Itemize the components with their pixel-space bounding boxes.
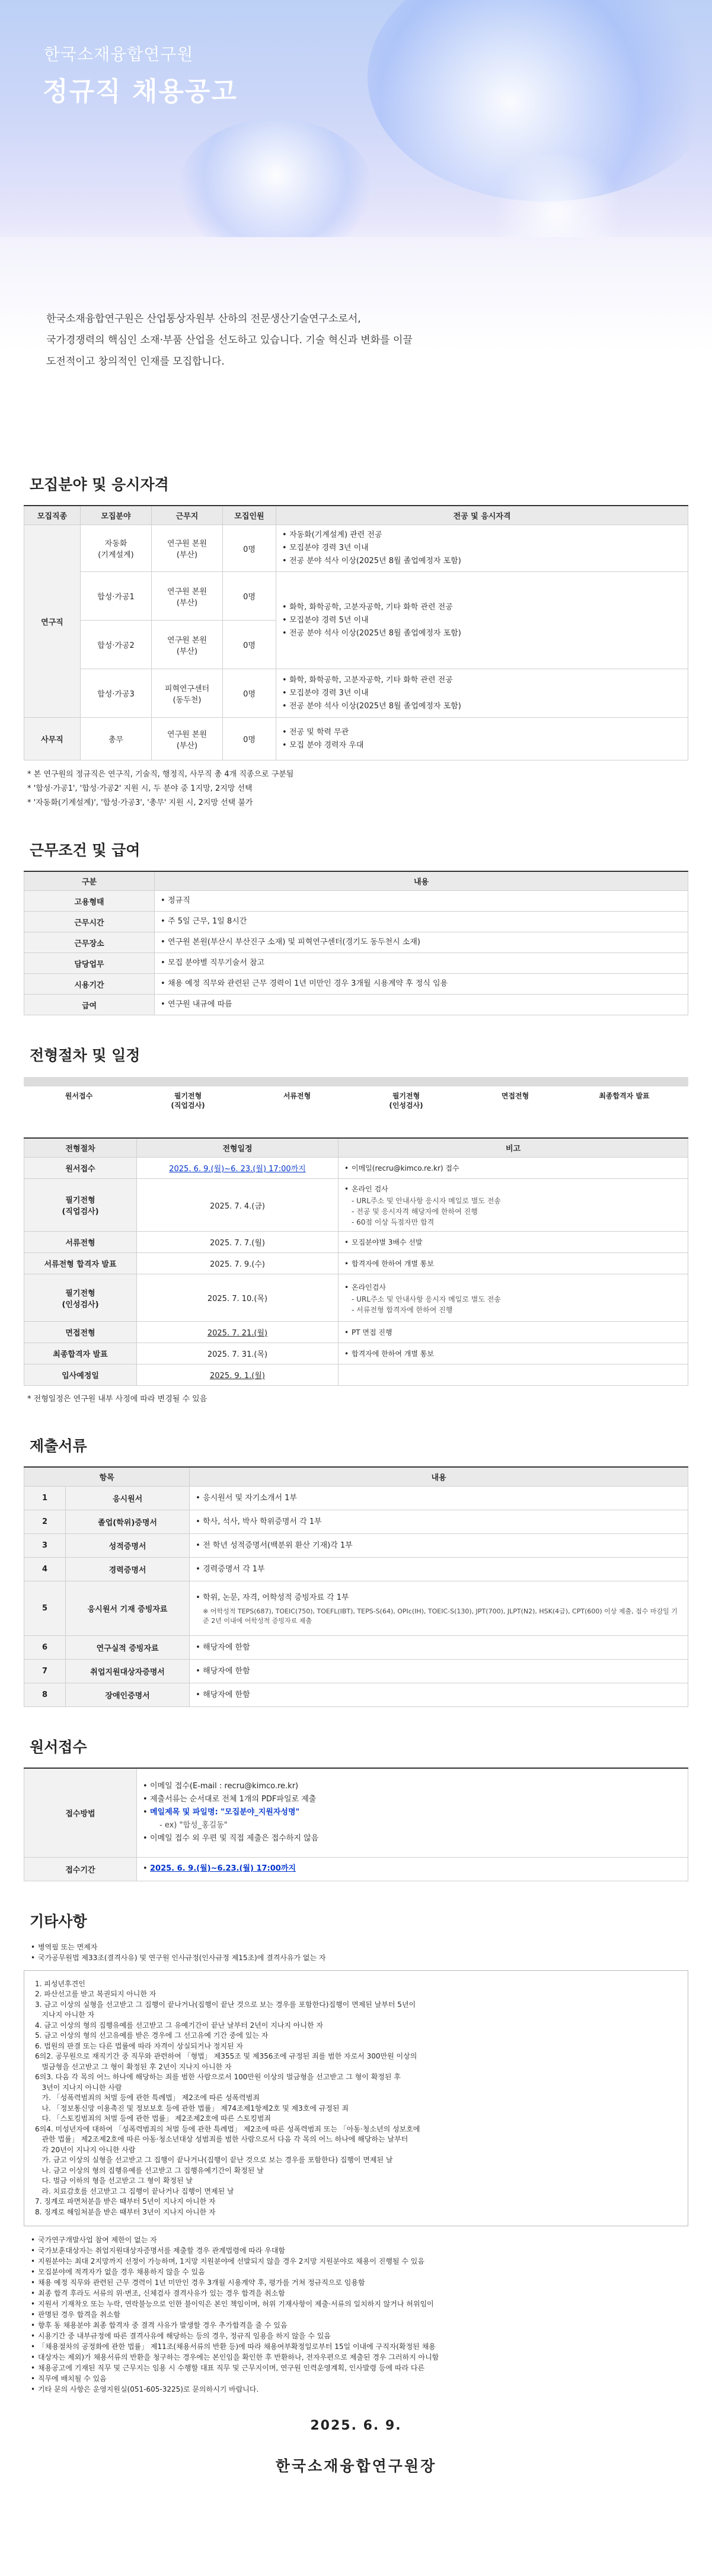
step-label: 서류전형 — [283, 1092, 311, 1100]
qual-item: • 전공 분야 석사 이상(2025년 8월 졸업예정자 포함) — [281, 700, 683, 713]
doc-number: 6 — [24, 1636, 66, 1660]
condition-text: • 모집 분야별 직무기술서 참고 — [159, 957, 683, 970]
condition-key: 담당업무 — [24, 953, 155, 974]
note-subitem: - 60점 이상 득점자만 합격 — [352, 1218, 435, 1226]
etc-item: • 국가공무원법 제33조(결격사유) 및 연구원 인사규정(인사규정 제15조)에 결격사유가 없는 자 — [30, 1952, 688, 1963]
apply-period — [142, 1862, 683, 1875]
note-item: • 합격자에 한하여 개별 통보 — [343, 1257, 683, 1270]
note-cell — [339, 1158, 688, 1179]
etc-item: • 최종 합격 후라도 서류의 위·변조, 신체검사 결격사유가 있는 경우 합격을 취소함 — [30, 2288, 688, 2299]
note-line: * 본 연구원의 정규직은 연구직, 기술직, 행정직, 사무직 총 4개 직종으로 구분됨 — [27, 770, 294, 779]
note-line: * '자동화(기계설계)', '합성·가공3', '총무' 지원 시, 2지망 선택 불가 — [27, 798, 253, 807]
docs-section — [0, 1434, 712, 1707]
doc-row — [24, 1636, 688, 1660]
date-cell — [137, 1343, 339, 1364]
note-subitem: - URL주소 및 안내사항 응시자 메일로 별도 전송 — [352, 1197, 501, 1205]
etc-bottom-list — [24, 2235, 688, 2395]
apply-section — [0, 1736, 712, 1881]
step-label: 필기전형 (인성검사) — [389, 1092, 423, 1110]
note-item: • 온라인 검사 — [343, 1182, 683, 1196]
etc-section — [0, 1910, 712, 2395]
disqualification-box — [24, 1970, 688, 2227]
doc-content — [190, 1534, 688, 1558]
section-title: 전형절차 및 일정 — [30, 1047, 141, 1064]
apply-line — [142, 1806, 683, 1819]
doc-content — [190, 1660, 688, 1683]
disqualification-line: 지나지 아니한 자 — [35, 2011, 95, 2019]
condition-value — [155, 995, 688, 1015]
date-text: 2025. 9. 1.(월) — [210, 1372, 265, 1380]
doc-items — [194, 1665, 683, 1678]
disqualification-line: 2. 파산선고를 받고 복권되지 아니한 자 — [35, 1990, 157, 1998]
steps-bar — [24, 1077, 688, 1086]
doc-row — [24, 1683, 688, 1707]
stage-cell: 필기전형 (인성검사) — [24, 1274, 137, 1322]
schedule-row — [24, 1364, 688, 1386]
doc-number: 5 — [24, 1581, 66, 1636]
qual-item: • 모집분야 경력 5년 이내 — [281, 614, 683, 627]
etc-item: • 직무에 배치될 수 있음 — [30, 2373, 688, 2384]
process-note: * 전형일정은 연구원 내부 사정에 따라 변경될 수 있음 — [27, 1395, 207, 1404]
col-header: 모집분야 — [81, 506, 152, 525]
stage-cell: 최종합격자 발표 — [24, 1343, 137, 1364]
condition-key: 시용기간 — [24, 974, 155, 995]
etc-item: • 국가보훈대상자는 취업지원대상자증명서를 제출할 경우 관계법령에 따라 우대함 — [30, 2245, 688, 2256]
etc-item: • 지원분야는 최대 2지망까지 선정이 가능하며, 1지망 지원분야에 선발되지 않을 경우 2지망 지원분야로 채용이 진행될 수 있음 — [30, 2256, 688, 2267]
col-header: 전공 및 응시자격 — [276, 506, 688, 525]
note-list — [343, 1162, 683, 1175]
note-list — [343, 1236, 683, 1249]
apply-period-cell — [137, 1857, 688, 1881]
place-cell: 연구원 본원 (부산) — [152, 572, 223, 621]
disqualification-line: 6. 법원의 판결 또는 다른 법률에 따라 자격이 상실되거나 정지된 자 — [35, 2041, 243, 2050]
col-header: 근무지 — [152, 506, 223, 525]
stage-cell: 면접전형 — [24, 1322, 137, 1343]
hero-org-name: 한국소재융합연구원 — [44, 44, 194, 64]
etc-item: • 판명된 경우 합격을 취소함 — [30, 2309, 688, 2320]
note-cell — [339, 1343, 688, 1364]
date-cell — [137, 1232, 339, 1253]
field-cell: 합성·가공3 — [81, 669, 152, 718]
doc-number: 1 — [24, 1487, 66, 1510]
count-cell: 0명 — [223, 621, 276, 669]
date-cell — [137, 1364, 339, 1386]
doc-content — [190, 1636, 688, 1660]
disqualification-line: 6의2. 공무원으로 재직기간 중 직무와 관련하여 「형법」 제355조 및 제356조에 규정된 죄를 범한 자로서 300만원 이상의 — [35, 2052, 417, 2060]
disqualification-line: 5. 금고 이상의 형의 선고유예를 받은 경우에 그 선고유예 기간 중에 있는 자 — [35, 2031, 269, 2040]
date-cell — [137, 1253, 339, 1274]
etc-item: • 「채용절차의 공정화에 관한 법률」 제11조(채용서류의 반환 등)에 따라 채용여부확정일로부터 15일 이내에 구직자(확정된 채용 — [30, 2341, 688, 2352]
section-title: 모집분야 및 응시자격 — [30, 476, 169, 493]
col-header: 모집인원 — [223, 506, 276, 525]
intro-text — [0, 237, 712, 445]
condition-text: • 채용 예정 직무와 관련된 근무 경력이 1년 미만인 경우 3개월 시용계약 후 정식 임용 — [159, 977, 683, 990]
recruit-section — [0, 473, 712, 810]
doc-content — [190, 1487, 688, 1510]
condition-value — [155, 953, 688, 974]
doc-number: 7 — [24, 1660, 66, 1683]
note-cell — [339, 1322, 688, 1343]
intro-line: 도전적이고 창의적인 인재를 모집합니다. — [46, 356, 225, 367]
apply-line: • 이메일 접수 외 우편 및 직접 제출은 접수하지 않음 — [142, 1832, 683, 1845]
schedule-row — [24, 1343, 688, 1364]
announce-date: 2025. 6. 9. — [310, 2418, 402, 2433]
stage-cell: 서류전형 합격자 발표 — [24, 1253, 137, 1274]
doc-row — [24, 1487, 688, 1510]
disqualification-line: 3년이 지나지 아니한 사람 — [35, 2083, 122, 2092]
date-cell — [137, 1322, 339, 1343]
count-cell: 0명 — [223, 525, 276, 572]
note-cell — [339, 1253, 688, 1274]
note-sublist — [352, 1294, 683, 1315]
apply-line: - ex) "합성_홍길동" — [159, 1821, 228, 1830]
note-item: • PT 면접 진행 — [343, 1326, 683, 1339]
disqualification-line: 나. 「정보통신망 이용촉진 및 정보보호 등에 관한 법률」 제74조제1항제2호 및 제3호에 규정된 죄 — [35, 2104, 349, 2112]
doc-name: 장애인증명서 — [66, 1683, 190, 1707]
note-cell — [339, 1232, 688, 1253]
doc-name: 연구실적 증빙자료 — [66, 1636, 190, 1660]
col-header: 내용 — [155, 871, 688, 891]
stage-cell: 서류전형 — [24, 1232, 137, 1253]
place-cell: 연구원 본원 (부산) — [152, 621, 223, 669]
apply-method-cell — [137, 1768, 688, 1857]
apply-line: • 제출서류는 순서대로 전체 1개의 PDF파일로 제출 — [142, 1793, 683, 1806]
announce-org: 한국소재융합연구원장 — [275, 2457, 437, 2475]
condition-text: • 정규직 — [159, 894, 683, 907]
doc-name: 응시원서 — [66, 1487, 190, 1510]
doc-items — [194, 1563, 683, 1576]
disqualification-line: 6의4. 미성년자에 대하여 「성폭력범죄의 처벌 등에 관한 특례법」 제2조에 따른 성폭력범죄 또는 「아동·청소년의 성보호에 — [35, 2124, 420, 2133]
disqualification-line: 1. 피성년후견인 — [35, 1979, 85, 1988]
field-cell: 자동화 (기계설계) — [81, 525, 152, 572]
category-cell: 연구직 — [24, 525, 81, 718]
section-title: 기타사항 — [30, 1912, 87, 1930]
apply-email-line: • 이메일 접수(E-mail : recru@kimco.re.kr) — [142, 1780, 683, 1793]
quals-cell — [276, 572, 688, 669]
date-text: 2025. 7. 31.(목) — [207, 1350, 268, 1359]
doc-item: • 전 학년 성적증명서(백분위 환산 기재)각 1부 — [194, 1539, 683, 1552]
col-header: 내용 — [190, 1467, 688, 1487]
step-label: 최종합격자 발표 — [599, 1092, 650, 1100]
doc-item: • 학사, 석사, 박사 학위증명서 각 1부 — [194, 1516, 683, 1529]
doc-row — [24, 1534, 688, 1558]
section-title: 제출서류 — [30, 1437, 87, 1455]
etc-item: • 기타 문의 사항은 운영지원실(051-605-3225)로 문의하시기 바랍니다. — [30, 2384, 688, 2395]
qual-item: • 전공 및 학력 무관 — [281, 726, 683, 739]
condition-text: • 연구원 본원(부산시 부산진구 소재) 및 피혁연구센터(경기도 동두천시 소재) — [159, 936, 683, 949]
etc-item: • 병역필 또는 면제자 — [30, 1942, 688, 1952]
step-label: 원서접수 — [65, 1092, 93, 1100]
quals-cell — [276, 718, 688, 760]
note-sublist — [352, 1196, 683, 1228]
disqualification-line: 관한 법률」 제2조제2호에 따른 아동·청소년대상 성범죄를 범한 사람으로서 다음 각 목의 어느 하나에 해당하는 날부터 — [35, 2135, 408, 2143]
etc-item: • 채용공고에 기재된 직무 및 근무지는 임용 시 수행할 대표 직무 및 근무지이며, 연구원 인력운영계획, 인사발령 등에 따라 다른 — [30, 2363, 688, 2373]
section-title: 근무조건 및 급여 — [30, 842, 141, 859]
condition-text: • 연구원 내규에 따름 — [159, 998, 683, 1011]
disqualification-line: 나. 금고 이상의 형의 집행유예를 선고받고 그 집행유예기간이 확정된 날 — [35, 2166, 264, 2175]
condition-value — [155, 891, 688, 912]
schedule-row — [24, 1158, 688, 1179]
count-cell: 0명 — [223, 669, 276, 718]
qual-item: • 전공 분야 석사 이상(2025년 8월 졸업예정자 포함) — [281, 555, 683, 568]
place-cell: 연구원 본원 (부산) — [152, 525, 223, 572]
etc-item: • 모집분야에 적격자가 없을 경우 채용하지 않을 수 있음 — [30, 2267, 688, 2277]
disqualification-line: 각 20년이 지나지 아니한 사람 — [35, 2145, 136, 2154]
col-header: 전형일정 — [137, 1138, 339, 1158]
qual-item: • 모집분야 경력 3년 이내 — [281, 687, 683, 700]
condition-key: 고용형태 — [24, 891, 155, 912]
note-subitem: - 서류전형 합격자에 한하여 진행 — [352, 1305, 453, 1314]
doc-content — [190, 1558, 688, 1581]
doc-item: • 학위, 논문, 자격, 어학성적 증빙자료 각 1부 — [194, 1591, 683, 1605]
note-item: • 합격자에 한하여 개별 통보 — [343, 1347, 683, 1360]
disqualification-line: 벌금형을 선고받고 그 형이 확정된 후 2년이 지나지 아니한 자 — [35, 2062, 232, 2071]
apply-line-text: 메일제목 및 파일명: "모집분야_지원자성명" — [150, 1808, 300, 1817]
date-text: 2025. 6. 9.(월)~6. 23.(월) 17:00까지 — [169, 1165, 306, 1174]
etc-item: • 채용 예정 직무와 관련된 근무 경력이 1년 미만인 경우 3개월 시용계약 후, 평가를 거쳐 정규직으로 임용함 — [30, 2277, 688, 2288]
note-subitem: - URL주소 및 안내사항 응시자 메일로 별도 전송 — [352, 1295, 501, 1303]
qual-item: • 화학, 화학공학, 고분자공학, 기타 화학 관련 전공 — [281, 601, 683, 614]
disqualification-line: 3. 금고 이상의 실형을 선고받고 그 집행이 끝나거나(집행이 끝난 것으로 보는 경우를 포함한다)집행이 면제된 날부터 5년이 — [35, 2000, 416, 2009]
condition-key: 근무시간 — [24, 912, 155, 932]
recruit-table — [24, 505, 688, 760]
doc-item: • 해당자에 한함 — [194, 1689, 683, 1702]
date-cell — [137, 1179, 339, 1232]
etc-item: • 대상자는 제외)가 채용서류의 반환을 청구하는 경우에는 본인임을 확인한 후 반환하나, 전자우편으로 제출된 경우 그러하지 아니함 — [30, 2352, 688, 2363]
schedule-row — [24, 1232, 688, 1253]
step-label: 면접전형 — [501, 1092, 529, 1100]
doc-name: 졸업(학위)증명서 — [66, 1510, 190, 1534]
doc-items — [194, 1516, 683, 1529]
doc-small-note: ※ 어학성적 TEPS(687), TOEIC(750), TOEFL(IBT), TEPS-S(64), OPIc(IH), TOEIC-S(130), JPT(700), JLPT(N2), HSK(4급), CPT(600) 이상 제출, 접수 마감일 기준 2년 이내에 어학성적 증빙자료 제출 — [203, 1607, 678, 1625]
signature-block — [0, 2418, 712, 2476]
conditions-section — [0, 839, 712, 1015]
condition-key: 근무장소 — [24, 932, 155, 953]
doc-content — [190, 1581, 688, 1636]
date-cell — [137, 1158, 339, 1179]
count-cell: 0명 — [223, 572, 276, 621]
stage-cell: 필기전형 (직업검사) — [24, 1179, 137, 1232]
note-list — [343, 1182, 683, 1196]
doc-content — [190, 1683, 688, 1707]
doc-items — [194, 1492, 683, 1505]
note-list — [343, 1281, 683, 1294]
qual-item: • 자동화(기계설계) 관련 전공 — [281, 529, 683, 542]
date-text: 2025. 7. 7.(월) — [210, 1239, 265, 1248]
field-cell: 합성·가공1 — [81, 572, 152, 621]
doc-number: 8 — [24, 1683, 66, 1707]
schedule-row — [24, 1179, 688, 1232]
apply-table — [24, 1768, 688, 1881]
note-list — [343, 1347, 683, 1360]
doc-row — [24, 1581, 688, 1636]
etc-item: • 향후 동 채용분야 최종 합격자 중 결격 사유가 발생할 경우 추가합격을 줄 수 있음 — [30, 2320, 688, 2331]
doc-number: 4 — [24, 1558, 66, 1581]
condition-value — [155, 912, 688, 932]
doc-name: 성적증명서 — [66, 1534, 190, 1558]
condition-text: • 주 5일 근무, 1일 8시간 — [159, 915, 683, 928]
quals-cell — [276, 525, 688, 572]
schedule-row — [24, 1274, 688, 1322]
qual-item: • 화학, 화학공학, 고분자공학, 기타 화학 관련 전공 — [281, 674, 683, 687]
condition-value — [155, 974, 688, 995]
intro-line: 한국소재융합연구원은 산업통상자원부 산하의 전문생산기술연구소로서, — [46, 313, 361, 325]
note-list — [343, 1326, 683, 1339]
apply-period-text: 2025. 6. 9.(월)~6.23.(월) 17:00까지 — [150, 1864, 296, 1873]
hero-title: 정규직 채용공고 — [43, 76, 238, 107]
stage-cell: 입사예정일 — [24, 1364, 137, 1386]
date-text: 2025. 7. 9.(수) — [210, 1260, 265, 1269]
intro-line: 국가경쟁력의 핵심인 소재·부품 산업을 선도하고 있습니다. 기술 혁신과 변화를 이끌 — [46, 334, 413, 346]
disqualification-line: 6의3. 다음 각 목의 어느 하나에 해당하는 죄를 범한 사람으로서 100만원 이상의 벌금형을 선고받고 그 형이 확정된 후 — [35, 2073, 401, 2081]
note-item: • 온라인검사 — [343, 1281, 683, 1294]
doc-item: • 경력증명서 각 1부 — [194, 1563, 683, 1576]
schedule-table — [24, 1137, 688, 1386]
doc-row — [24, 1510, 688, 1534]
note-item: • 이메일(recru@kimco.re.kr) 접수 — [343, 1162, 683, 1175]
etc-item: • 국가연구개발사업 참여 제한이 없는 자 — [30, 2235, 688, 2245]
schedule-row — [24, 1322, 688, 1343]
note-cell — [339, 1364, 688, 1386]
etc-item: • 지원서 기재착오 또는 누락, 연락불능으로 인한 불이익은 본인 책임이며, 허위 기재사항이 제출·서류의 일치하지 않거나 허위임이 — [30, 2299, 688, 2309]
etc-item: • 시용기간 중 내부규정에 따른 결격사유에 해당하는 등의 경우, 정규직 임용을 하지 않을 수 있음 — [30, 2331, 688, 2341]
place-cell: 피혁연구센터 (동두천) — [152, 669, 223, 718]
etc-top-list — [24, 1942, 688, 1963]
apply-method-label: 접수방법 — [24, 1768, 137, 1857]
note-list — [343, 1257, 683, 1270]
doc-content — [190, 1510, 688, 1534]
note-cell — [339, 1179, 688, 1232]
count-cell: 0명 — [223, 718, 276, 760]
disqualification-line: 가. 금고 이상의 실형을 선고받고 그 집행이 끝나거나(집행이 끝난 것으로 보는 경우를 포함한다) 집행이 면제된 날 — [35, 2156, 393, 2164]
doc-name: 경력증명서 — [66, 1558, 190, 1581]
doc-row — [24, 1558, 688, 1581]
disqualification-line: 다. 벌금 이하의 형을 선고받고 그 형이 확정된 날 — [35, 2177, 193, 2185]
doc-items — [194, 1539, 683, 1552]
docs-table — [24, 1466, 688, 1707]
doc-number: 2 — [24, 1510, 66, 1534]
doc-items — [194, 1689, 683, 1702]
qual-item: • 모집분야 경력 3년 이내 — [281, 542, 683, 555]
doc-name: 취업지원대상자증명서 — [66, 1660, 190, 1683]
doc-number: 3 — [24, 1534, 66, 1558]
stage-cell: 원서접수 — [24, 1158, 137, 1179]
process-section — [0, 1044, 712, 1406]
doc-name: 응시원서 기재 증빙자료 — [66, 1581, 190, 1636]
disqualification-line: 가. 「성폭력범죄의 처벌 등에 관한 특례법」 제2조에 따른 성폭력범죄 — [35, 2094, 260, 2102]
note-cell — [339, 1274, 688, 1322]
disqualification-line: 다. 「스토킹범죄의 처벌 등에 관한 법률」 제2조제2호에 따른 스토킹범죄 — [35, 2114, 272, 2123]
date-cell — [137, 1274, 339, 1322]
doc-items — [194, 1591, 683, 1605]
quals-cell — [276, 669, 688, 718]
section-title: 원서접수 — [30, 1738, 87, 1756]
disqualification-line: 4. 금고 이상의 형의 집행유예를 선고받고 그 유예기간이 끝난 날부터 2년이 지나지 아니한 자 — [35, 2021, 323, 2030]
note-line: * '합성·가공1', '합성·가공2' 지원 시, 두 분야 중 1지망, 2지망 선택 — [27, 784, 253, 793]
field-cell: 합성·가공2 — [81, 621, 152, 669]
qual-item: • 모집 분야 경력자 우대 — [281, 739, 683, 752]
col-header: 항목 — [24, 1467, 190, 1487]
doc-row — [24, 1660, 688, 1683]
disqualification-line: 8. 징계로 해임처분을 받은 때부터 3년이 지나지 아니한 자 — [35, 2207, 216, 2216]
col-header: 모집직종 — [24, 506, 81, 525]
condition-value — [155, 932, 688, 953]
place-cell: 연구원 본원 (부산) — [152, 718, 223, 760]
doc-item: • 응시원서 및 자기소개서 1부 — [194, 1492, 683, 1505]
col-header: 비고 — [339, 1138, 688, 1158]
note-subitem: - 전공 및 응시자격 해당자에 한하여 진행 — [352, 1207, 478, 1216]
apply-period-label: 접수기간 — [24, 1857, 137, 1881]
schedule-row — [24, 1253, 688, 1274]
doc-item: • 해당자에 한함 — [194, 1665, 683, 1678]
qual-item: • 전공 분야 석사 이상(2025년 8월 졸업예정자 포함) — [281, 627, 683, 640]
date-text: 2025. 7. 21.(월) — [207, 1329, 268, 1338]
doc-items — [194, 1641, 683, 1654]
date-text: 2025. 7. 4.(금) — [210, 1201, 265, 1211]
col-header: 전형절차 — [24, 1138, 137, 1158]
step-label: 필기전형 (직업검사) — [171, 1092, 205, 1110]
disqualification-line: 7. 징계로 파면처분을 받은 때부터 5년이 지나지 아니한 자 — [35, 2197, 216, 2206]
process-steps — [24, 1076, 688, 1123]
col-header: 구분 — [24, 871, 155, 891]
disqualification-line: 라. 치료감호를 선고받고 그 집행이 끝나거나 집행이 면제된 날 — [35, 2187, 234, 2195]
field-cell: 총무 — [81, 718, 152, 760]
category-cell: 사무직 — [24, 718, 81, 760]
date-text: 2025. 7. 10.(목) — [207, 1295, 268, 1303]
doc-item: • 해당자에 한함 — [194, 1641, 683, 1654]
condition-key: 급여 — [24, 995, 155, 1015]
recruit-notes — [24, 768, 688, 810]
note-item: • 모집분야별 3배수 선발 — [343, 1236, 683, 1249]
conditions-table — [24, 871, 688, 1015]
